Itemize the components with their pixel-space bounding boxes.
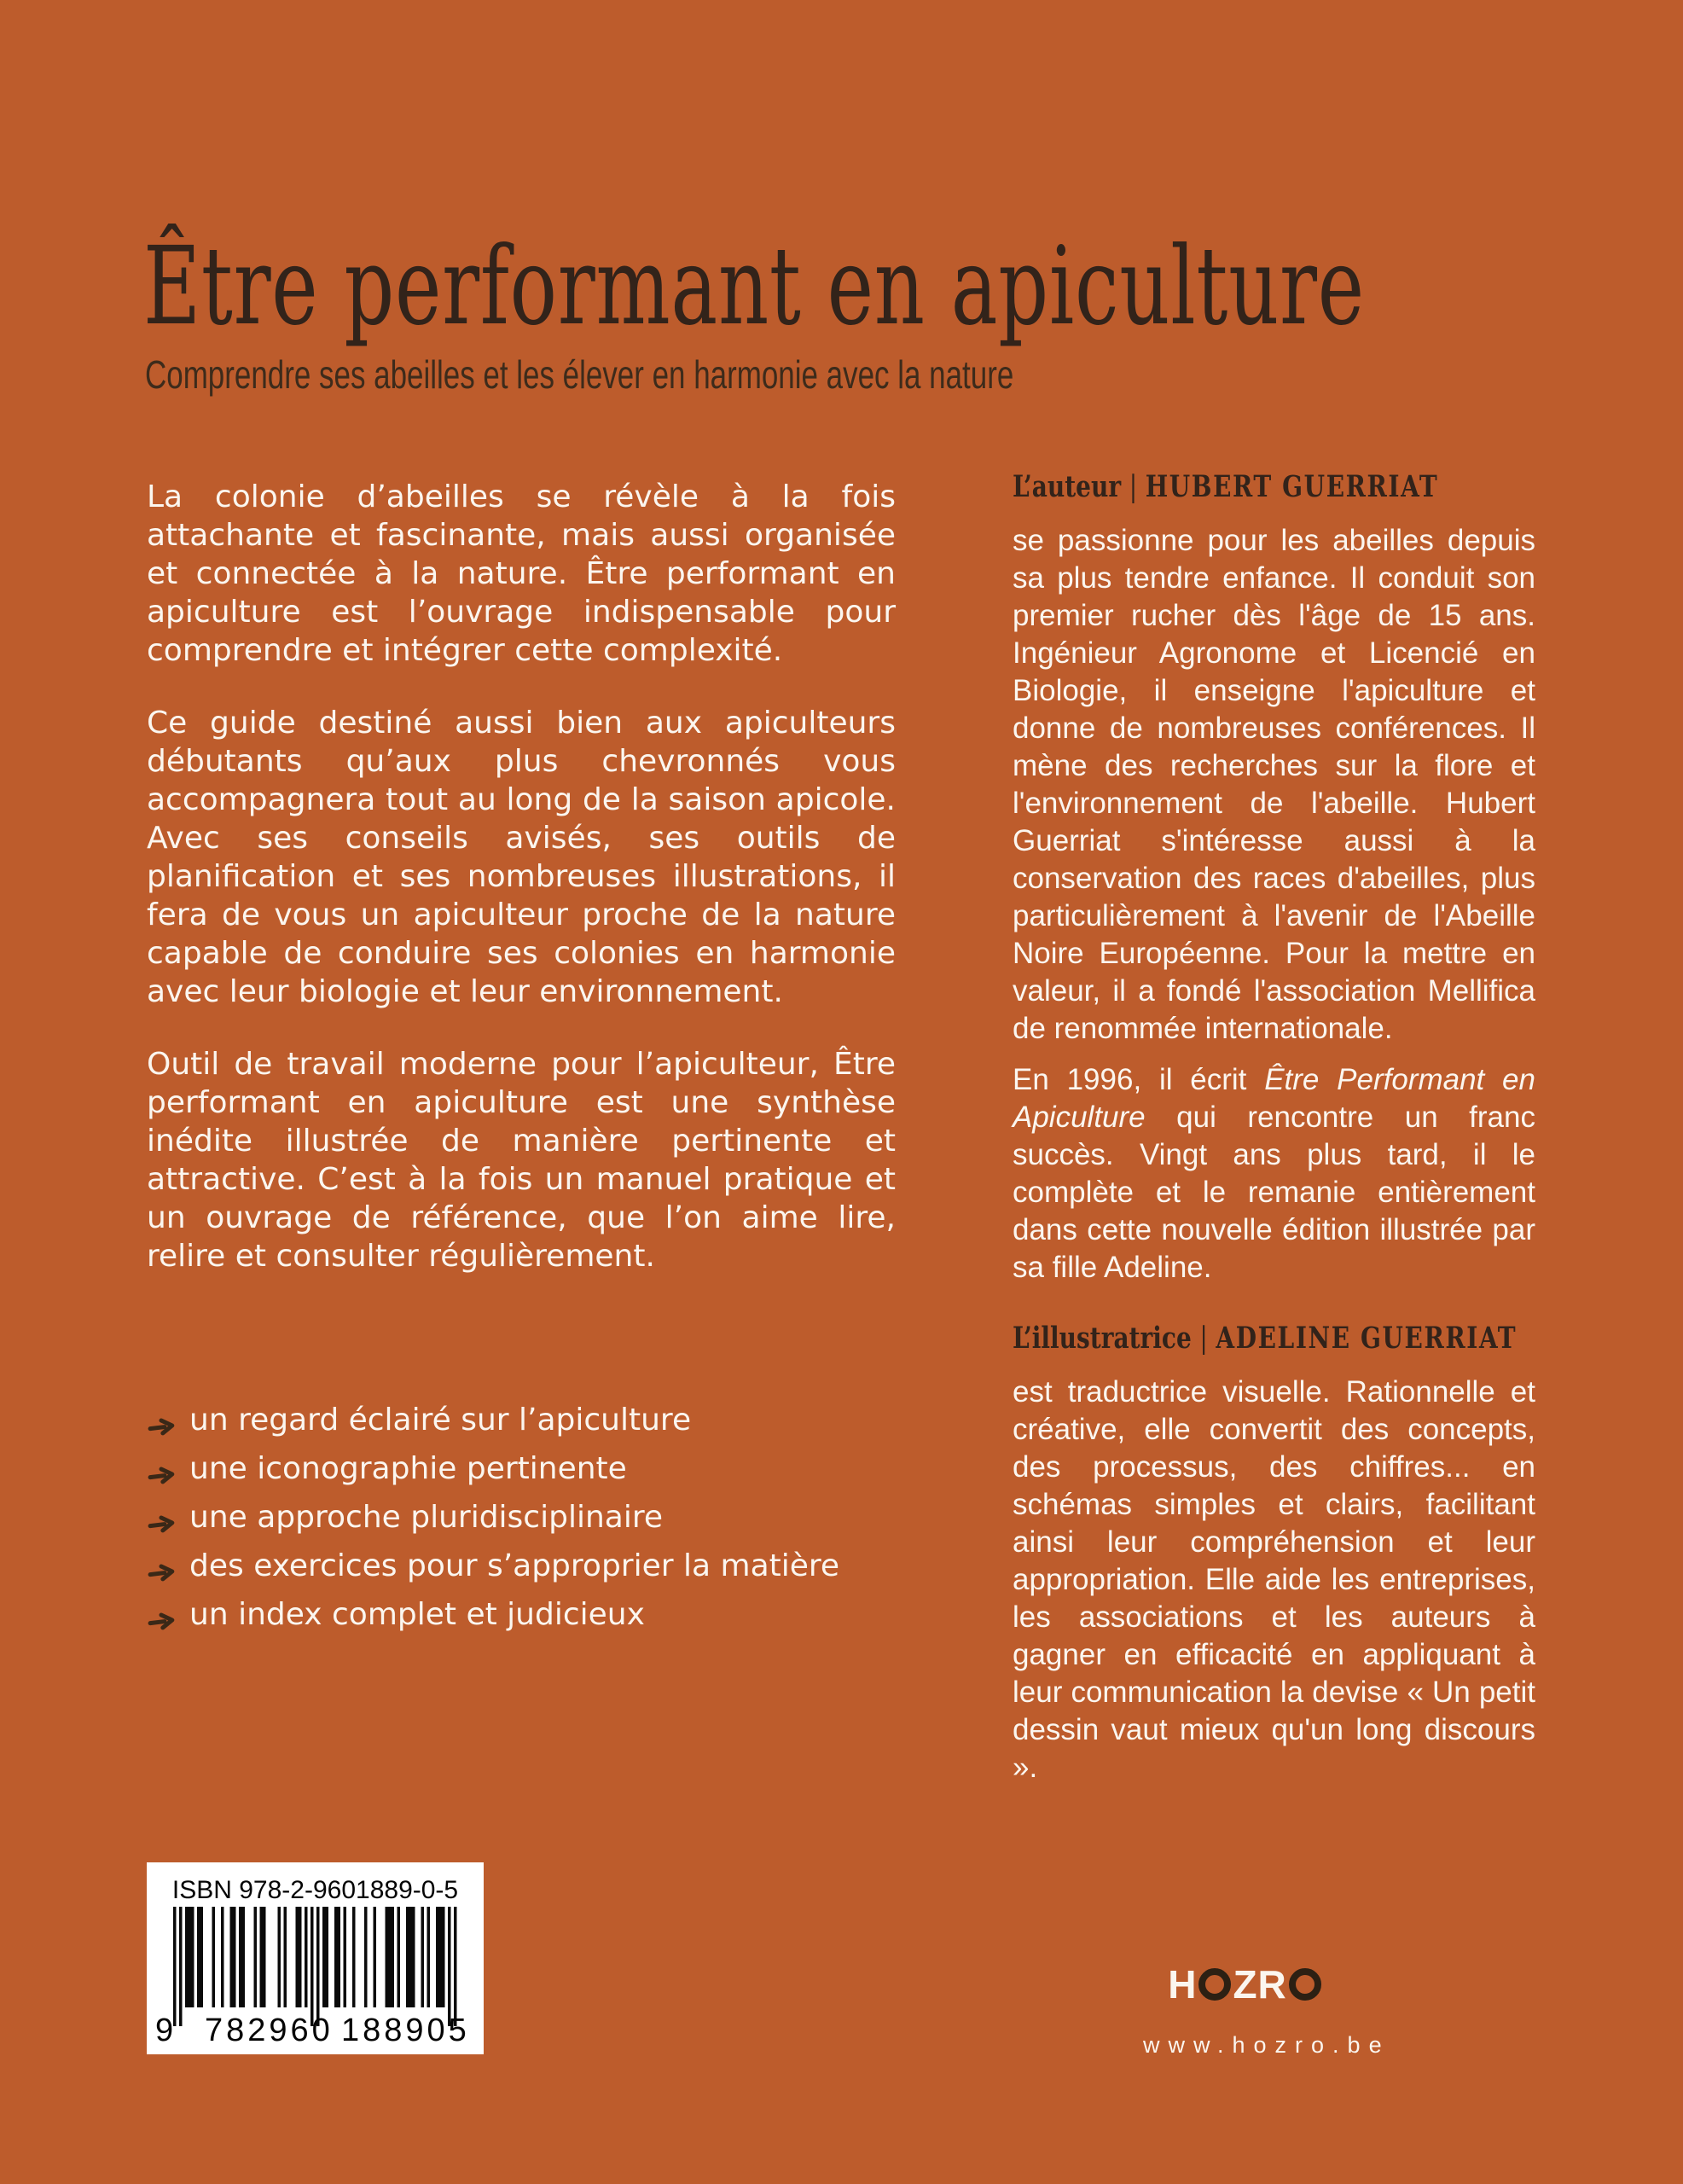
features-list [147,1403,957,1647]
o-ring-icon [1289,1968,1321,2001]
illustrator-heading [1013,1321,1518,1356]
book-title: Être performant en apiculture [143,224,1365,349]
logo-letter-z: Z [1233,1962,1258,2007]
publisher-block [1143,1962,1390,2059]
arrow-right-icon [146,1457,177,1481]
intro-paragraph: Outil de travail moderne pour l’apiculteur, Être performant en apiculture est une synthèse inédite illustrée de manière pertinente et attractive. C’est à la fois un manuel pratique et un ouvrage de référence, que l’on aime lire, relire et consulter régulièrement. [147,1047,896,1274]
heading-separator: | [1129,470,1138,504]
ean-digit-group: 9 [155,2013,177,2048]
book-title-italic: Être Performant en Apiculture [1013,1063,1535,1134]
ean-digit-group: 188905 [341,2013,470,2048]
author-bio-2-post: qui rencontre un franc succès. Vingt ans plus tard, il le complète et le remanie entièrement dans cette nouvelle édition illustrée par sa fille Adeline. [1013,1101,1535,1284]
author-bio: se passionne pour les abeilles depuis sa plus tendre enfance. Il conduit son premier rucher dès l'âge de 15 ans. Ingénieur Agronome et Licencié en Biologie, il enseigne l'apiculture et donne de nombreuses conférences. Il mène des recherches sur la flore et l'environnement de l'abeille. Hubert Guerriat s'intéresse aussi à la conservation des races d'abeilles, plus particulièrement à l'avenir de l'Abeille Noire Européenne. Pour la mettre en valeur, il a fondé l'association Mellifica de renommée internationale. [1013,524,1535,1045]
logo-letter-r: R [1257,1962,1287,2007]
publisher-logo [1143,1962,1348,2007]
feature-item [147,1452,957,1485]
ean-digit-group: 782960 [205,2013,334,2048]
illustrator-name: ADELINE GUERRIAT [1216,1321,1518,1356]
intro-paragraph: La colonie d’abeilles se révèle à la fois attachante et fascinante, mais aussi organisée et connectée à la nature. Être performant en apiculture est l’ouvrage indispensable pour comprendre et intégrer cette complexité. [147,479,896,668]
feature-text: des exercices pour s’approprier la matière [189,1548,840,1583]
publisher-url: www.hozro.be [1143,2032,1390,2058]
arrow-right-icon [146,1506,177,1530]
feature-text: une approche pluridisciplinaire [189,1500,663,1535]
author-name: HUBERT GUERRIAT [1145,469,1439,504]
feature-item [147,1501,957,1534]
feature-text: un regard éclairé sur l’apiculture [189,1403,692,1438]
o-ring-icon [1198,1968,1231,2001]
author-bio-2 [1013,1061,1535,1287]
intro-paragraph: Ce guide destiné aussi bien aux apiculteurs débutants qu’aux plus chevronnés vous accompagnera tout au long de la saison apicole. Avec ses conseils avisés, ses outils de planification et ses nombreuses illustrations, il fera de vous un apiculteur proche de la nature capable de conduire ses colonies en harmonie avec leur biologie et leur environnement. [147,706,896,1009]
arrow-right-icon [146,1603,177,1627]
arrow-right-icon [146,1409,177,1432]
feature-text: un index complet et judicieux [189,1597,645,1632]
heading-separator: | [1199,1321,1208,1356]
bio-column [1013,469,1535,1800]
feature-item [147,1598,957,1631]
logo-letter-h: H [1168,1962,1198,2007]
feature-text: une iconographie pertinente [189,1451,627,1486]
arrow-right-icon [146,1554,177,1578]
illustrator-label: L’illustratrice [1013,1321,1192,1356]
illustrator-bio: est traductrice visuelle. Rationnelle et créative, elle convertit des concepts, des processus, des chiffres... en schémas simples et clairs, facilitant ainsi leur compréhension et leur appropriation. Elle aide les entreprises, les associations et les auteurs à gagner en efficacité en appliquant à leur communication la devise « Un petit dessin vaut mieux qu'un long discours ». [1013,1375,1535,1784]
intro-column [147,478,896,1310]
book-subtitle: Comprendre ses abeilles et les élever en harmonie avec la nature [145,352,1014,397]
isbn-barcode-block [147,1862,484,2054]
isbn-label: ISBN 978-2-9601889-0-5 [171,1876,459,1904]
feature-item [147,1549,957,1583]
author-bio-2-pre: En 1996, il écrit [1013,1063,1265,1096]
feature-item [147,1403,957,1437]
author-heading [1013,469,1439,505]
author-label: L’auteur [1013,469,1122,504]
